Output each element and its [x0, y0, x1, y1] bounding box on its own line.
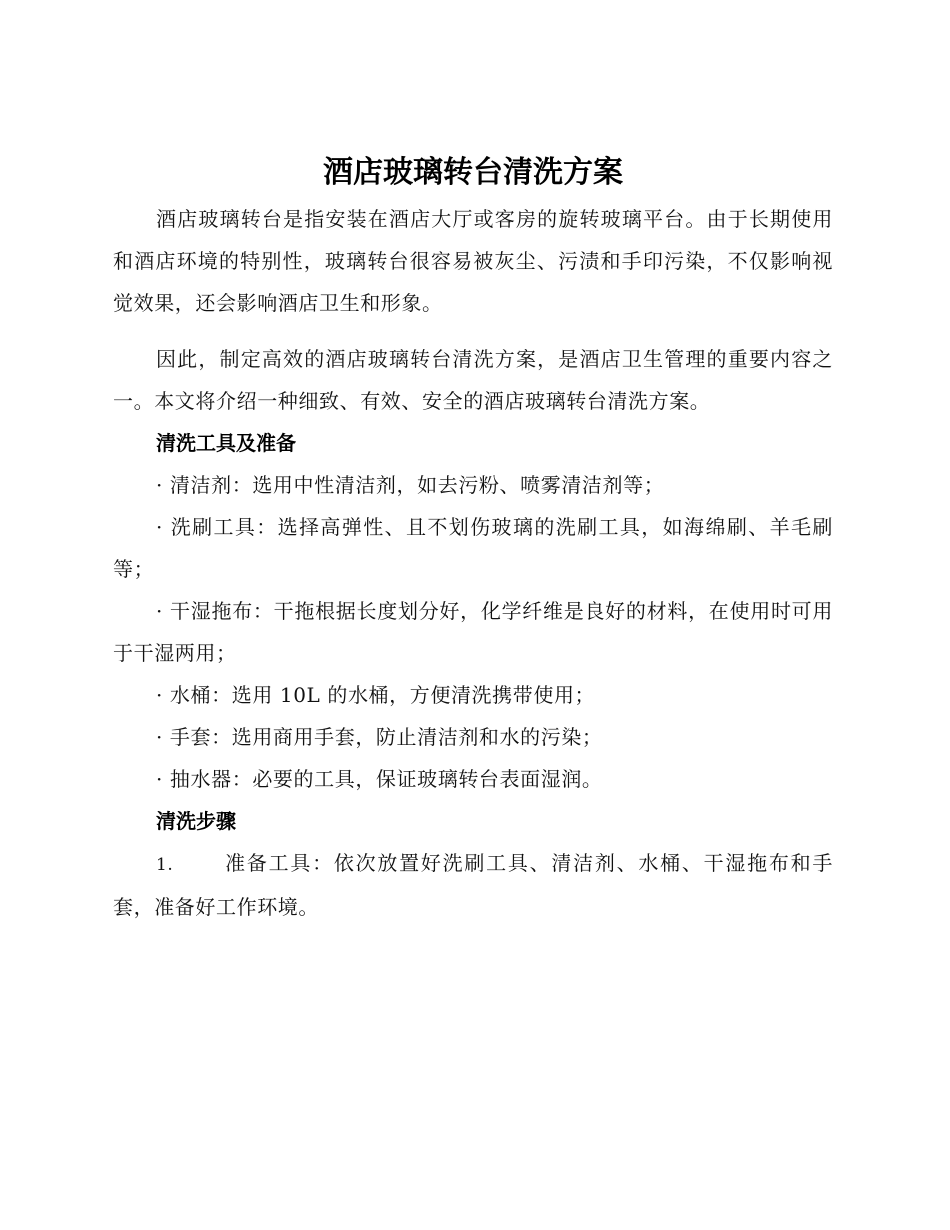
section-heading-tools: 清洗工具及准备	[156, 431, 296, 455]
tool-item-cleaner: · 清洁剂：选用中性清洁剂，如去污粉、喷雾清洁剂等；	[156, 473, 665, 497]
intro-paragraph-2: 因此，制定高效的酒店玻璃转台清洗方案，是酒店卫生管理的重要内容之一。本文将介绍一种细致、有效、安全的酒店玻璃转台清洗方案。	[113, 347, 833, 413]
step-text: 准备工具：依次放置好洗刷工具、清洁剂、水桶、干湿拖布和手套，准备好工作环境。	[113, 851, 833, 919]
step-item-1	[113, 842, 833, 928]
tool-item-brush: · 洗刷工具：选择高弹性、且不划伤玻璃的洗刷工具，如海绵刷、羊毛刷等；	[113, 515, 833, 581]
tool-item-pump: · 抽水器：必要的工具，保证玻璃转台表面湿润。	[156, 767, 603, 791]
document-page	[113, 148, 833, 928]
tool-item-mop: · 干湿拖布：干拖根据长度划分好，化学纤维是良好的材料，在使用时可用于干湿两用；	[113, 599, 833, 665]
step-number: 1.	[156, 855, 174, 875]
intro-paragraph-1: 酒店玻璃转台是指安装在酒店大厅或客房的旋转玻璃平台。由于长期使用和酒店环境的特别性，玻璃转台很容易被灰尘、污渍和手印污染，不仅影响视觉效果，还会影响酒店卫生和形象。	[113, 207, 833, 315]
tool-item-gloves: · 手套：选用商用手套，防止清洁剂和水的污染；	[156, 725, 603, 749]
section-heading-steps: 清洗步骤	[156, 809, 236, 833]
document-title: 酒店玻璃转台清洗方案	[323, 155, 623, 190]
tool-item-bucket: · 水桶：选用 10L 的水桶，方便清洗携带使用；	[156, 683, 596, 707]
